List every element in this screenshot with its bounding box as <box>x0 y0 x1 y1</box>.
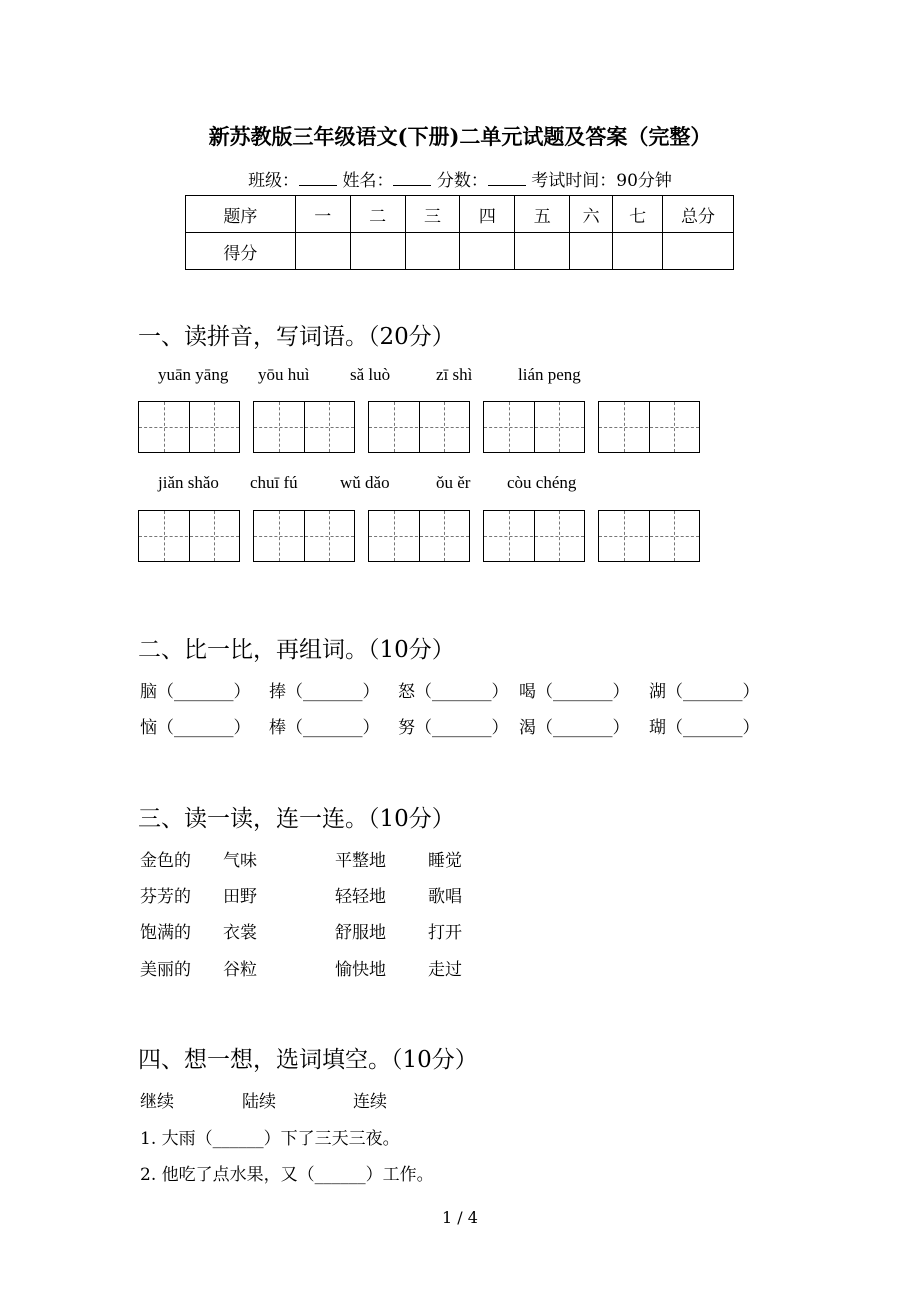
score-cell[interactable] <box>460 233 515 270</box>
match-item[interactable]: 平整地 <box>335 851 386 871</box>
match-item[interactable]: 愉快地 <box>335 960 386 980</box>
score-cell[interactable] <box>295 233 350 270</box>
pinyin-label: yōu huì <box>258 365 310 384</box>
match-item[interactable]: 谷粒 <box>223 960 257 980</box>
pinyin-label: chuī fú <box>250 473 298 492</box>
score-cell[interactable] <box>405 233 460 270</box>
word-pair-item[interactable]: 渴（_______） <box>519 718 630 738</box>
word-pair-item[interactable]: 喝（_______） <box>519 682 630 702</box>
table-header-cell: 二 <box>350 196 405 233</box>
pinyin-label: zī shì <box>436 365 473 384</box>
class-label: 班级： <box>248 171 300 191</box>
writing-box[interactable] <box>138 401 240 453</box>
table-header-cell: 五 <box>515 196 570 233</box>
name-label: 姓名： <box>342 171 394 191</box>
match-item[interactable]: 舒服地 <box>335 923 386 943</box>
match-item[interactable]: 芬芳的 <box>140 887 191 907</box>
match-item[interactable]: 轻轻地 <box>335 887 386 907</box>
score-blank[interactable] <box>488 171 526 186</box>
table-row-label: 得分 <box>186 233 296 270</box>
match-item[interactable]: 睡觉 <box>428 851 462 871</box>
word-pair-item[interactable]: 捧（_______） <box>269 682 380 702</box>
score-table <box>185 195 734 270</box>
table-header-cell: 七 <box>613 196 663 233</box>
word-pair-item[interactable]: 恼（_______） <box>140 718 251 738</box>
word-pair-item[interactable]: 努（_______） <box>398 718 509 738</box>
word-pair-item[interactable]: 湖（_______） <box>649 682 760 702</box>
writing-box[interactable] <box>253 401 355 453</box>
section3-title: 三、读一读，连一连。（10分） <box>138 806 455 832</box>
class-blank[interactable] <box>299 171 337 186</box>
writing-box[interactable] <box>138 510 240 562</box>
score-cell[interactable] <box>350 233 405 270</box>
score-cell[interactable] <box>613 233 663 270</box>
pinyin-label: wǔ dǎo <box>340 473 390 492</box>
word-option: 连续 <box>353 1092 387 1112</box>
word-pair-item[interactable]: 瑚（_______） <box>649 718 760 738</box>
table-header-cell: 总分 <box>663 196 734 233</box>
table-header-cell: 题序 <box>186 196 296 233</box>
match-item[interactable]: 歌唱 <box>428 887 462 907</box>
match-item[interactable]: 气味 <box>223 851 257 871</box>
writing-box[interactable] <box>253 510 355 562</box>
section1-title: 一、读拼音，写词语。（20分） <box>138 324 455 350</box>
time-label: 考试时间：90分钟 <box>531 171 672 191</box>
table-header-cell: 六 <box>570 196 613 233</box>
match-item[interactable]: 美丽的 <box>140 960 191 980</box>
score-cell[interactable] <box>570 233 613 270</box>
score-cell[interactable] <box>515 233 570 270</box>
match-item[interactable]: 打开 <box>428 923 462 943</box>
pinyin-label: lián peng <box>518 365 581 384</box>
score-table-score-row <box>186 233 734 270</box>
writing-box[interactable] <box>368 510 470 562</box>
match-item[interactable]: 饱满的 <box>140 923 191 943</box>
table-header-cell: 三 <box>405 196 460 233</box>
section4-title: 四、想一想，选词填空。（10分） <box>138 1047 478 1073</box>
word-pair-item[interactable]: 脑（_______） <box>140 682 251 702</box>
match-item[interactable]: 走过 <box>428 960 462 980</box>
question-2[interactable]: 2. 他吃了点水果，又（______）工作。 <box>140 1165 434 1185</box>
pinyin-label: sǎ luò <box>350 365 391 384</box>
word-option: 继续 <box>140 1092 174 1112</box>
word-pair-item[interactable]: 怒（_______） <box>398 682 509 702</box>
writing-box[interactable] <box>368 401 470 453</box>
student-info-line <box>0 166 920 191</box>
name-blank[interactable] <box>393 171 431 186</box>
pinyin-label: còu chéng <box>507 473 577 492</box>
match-item[interactable]: 金色的 <box>140 851 191 871</box>
section2-title: 二、比一比，再组词。（10分） <box>138 637 455 663</box>
page-title: 新苏教版三年级语文(下册)二单元试题及答案（完整） <box>208 124 712 149</box>
match-item[interactable]: 田野 <box>223 887 257 907</box>
writing-box[interactable] <box>483 510 585 562</box>
match-item[interactable]: 衣裳 <box>223 923 257 943</box>
writing-box[interactable] <box>483 401 585 453</box>
question-1[interactable]: 1. 大雨（______）下了三天三夜。 <box>140 1129 400 1149</box>
word-pair-item[interactable]: 棒（_______） <box>269 718 380 738</box>
pinyin-label: ǒu ěr <box>436 473 471 492</box>
table-header-cell: 四 <box>460 196 515 233</box>
writing-box[interactable] <box>598 401 700 453</box>
word-option: 陆续 <box>242 1092 276 1112</box>
score-table-header-row <box>186 196 734 233</box>
score-label: 分数： <box>436 171 488 191</box>
page-number: 1 / 4 <box>442 1208 478 1227</box>
writing-box[interactable] <box>598 510 700 562</box>
table-header-cell: 一 <box>295 196 350 233</box>
pinyin-label: jiǎn shǎo <box>158 473 219 492</box>
score-cell[interactable] <box>663 233 734 270</box>
pinyin-label: yuān yāng <box>158 365 229 384</box>
